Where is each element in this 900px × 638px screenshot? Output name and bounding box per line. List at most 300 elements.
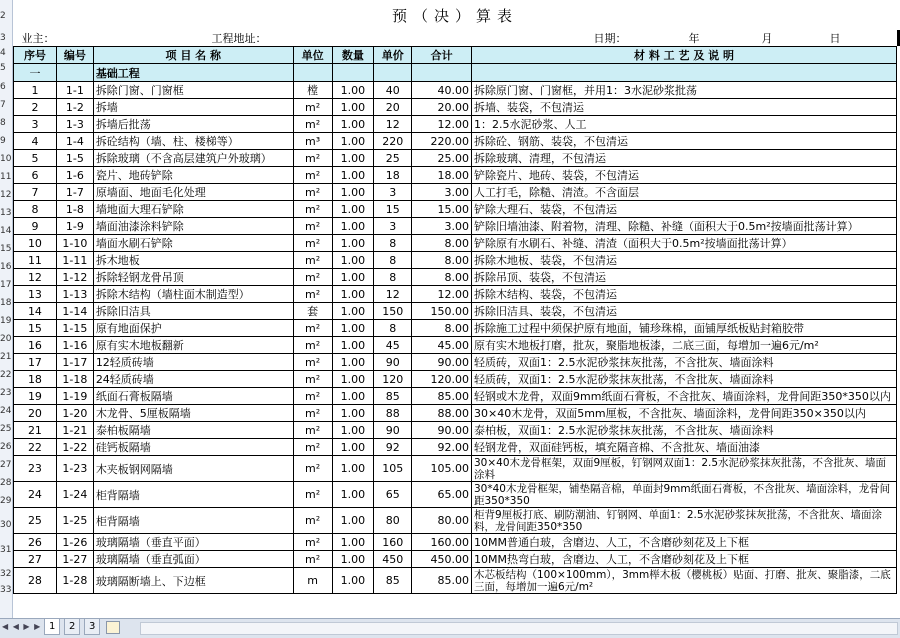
row-number[interactable]: 12 (0, 190, 12, 200)
qty-cell[interactable]: 1.00 (332, 218, 374, 235)
desc-cell[interactable]: 拆除吊顶、装袋，不包清运 (471, 269, 896, 286)
table-row[interactable] (14, 568, 897, 594)
price-cell[interactable]: 8 (374, 252, 412, 269)
name-cell[interactable]: 木夹板钢网隔墙 (93, 456, 293, 482)
seq-cell[interactable]: 26 (14, 534, 57, 551)
price-cell[interactable]: 45 (374, 337, 412, 354)
total-cell[interactable]: 12.00 (412, 116, 472, 133)
name-cell[interactable]: 原有实木地板翻新 (93, 337, 293, 354)
qty-cell[interactable]: 1.00 (332, 422, 374, 439)
table-row[interactable] (14, 235, 897, 252)
code-cell[interactable]: 1-5 (56, 150, 93, 167)
total-cell[interactable]: 88.00 (412, 405, 472, 422)
row-number[interactable]: 9 (0, 136, 6, 146)
qty-cell[interactable]: 1.00 (332, 99, 374, 116)
seq-cell[interactable]: 28 (14, 568, 57, 594)
unit-cell[interactable]: 樘 (293, 82, 332, 99)
price-cell[interactable]: 90 (374, 354, 412, 371)
price-cell[interactable]: 120 (374, 371, 412, 388)
total-cell[interactable]: 220.00 (412, 133, 472, 150)
unit-cell[interactable]: m² (293, 184, 332, 201)
desc-cell[interactable]: 柜背9厘板打底、刷防潮油、钉钢网、单面1：2.5水泥砂浆抹灰批荡，不含批灰、墙面涂料，龙骨间距350*350 (471, 508, 896, 534)
total-cell[interactable]: 150.00 (412, 303, 472, 320)
row-number[interactable]: 14 (0, 226, 12, 236)
qty-cell[interactable]: 1.00 (332, 482, 374, 508)
seq-cell[interactable]: 25 (14, 508, 57, 534)
table-row[interactable] (14, 456, 897, 482)
name-cell[interactable]: 拆除木结构（墙柱面木制造型） (93, 286, 293, 303)
price-cell[interactable]: 220 (374, 133, 412, 150)
code-cell[interactable]: 1-13 (56, 286, 93, 303)
seq-cell[interactable]: 10 (14, 235, 57, 252)
unit-cell[interactable]: m² (293, 405, 332, 422)
total-cell[interactable]: 90.00 (412, 354, 472, 371)
price-cell[interactable]: 65 (374, 482, 412, 508)
desc-cell[interactable]: 1：2.5水泥砂浆、人工 (471, 116, 896, 133)
insert-sheet-icon[interactable] (106, 621, 120, 634)
table-row[interactable] (14, 116, 897, 133)
qty-cell[interactable]: 1.00 (332, 568, 374, 594)
code-cell[interactable]: 1-23 (56, 456, 93, 482)
seq-cell[interactable]: 15 (14, 320, 57, 337)
table-row[interactable] (14, 371, 897, 388)
code-cell[interactable]: 1-3 (56, 116, 93, 133)
table-row[interactable] (14, 354, 897, 371)
table-row[interactable] (14, 388, 897, 405)
name-cell[interactable]: 拆木地板 (93, 252, 293, 269)
seq-cell[interactable]: 11 (14, 252, 57, 269)
desc-cell[interactable]: 铲除大理石、装袋，不包清运 (471, 201, 896, 218)
row-number[interactable]: 20 (0, 334, 12, 344)
qty-cell[interactable]: 1.00 (332, 82, 374, 99)
table-row[interactable] (14, 133, 897, 150)
total-cell[interactable]: 25.00 (412, 150, 472, 167)
code-cell[interactable]: 1-16 (56, 337, 93, 354)
desc-cell[interactable]: 10MM普通白玻，含磨边、人工，不含磨砂刻花及上下框 (471, 534, 896, 551)
unit-cell[interactable]: m² (293, 201, 332, 218)
seq-cell[interactable]: 22 (14, 439, 57, 456)
price-cell[interactable]: 450 (374, 551, 412, 568)
table-row[interactable] (14, 286, 897, 303)
name-cell[interactable]: 拆墙 (93, 99, 293, 116)
unit-cell[interactable]: m² (293, 456, 332, 482)
price-cell[interactable]: 92 (374, 439, 412, 456)
code-cell[interactable]: 1-9 (56, 218, 93, 235)
code-cell[interactable]: 1-8 (56, 201, 93, 218)
unit-cell[interactable]: m² (293, 235, 332, 252)
row-number[interactable]: 2 (0, 11, 6, 21)
seq-cell[interactable]: 17 (14, 354, 57, 371)
seq-cell[interactable]: 1 (14, 82, 57, 99)
desc-cell[interactable]: 拆除木地板、装袋，不包清运 (471, 252, 896, 269)
seq-cell[interactable]: 13 (14, 286, 57, 303)
table-row[interactable] (14, 218, 897, 235)
table-row[interactable] (14, 150, 897, 167)
table-row[interactable] (14, 439, 897, 456)
total-cell[interactable]: 8.00 (412, 235, 472, 252)
unit-cell[interactable]: m³ (293, 133, 332, 150)
total-cell[interactable]: 8.00 (412, 320, 472, 337)
total-cell[interactable]: 120.00 (412, 371, 472, 388)
row-number[interactable]: 30 (0, 520, 12, 530)
unit-cell[interactable]: m² (293, 482, 332, 508)
desc-cell[interactable]: 拆除木结构、装袋，不包清运 (471, 286, 896, 303)
table-row[interactable] (14, 303, 897, 320)
qty-cell[interactable]: 1.00 (332, 235, 374, 252)
name-cell[interactable]: 墙面水刷石铲除 (93, 235, 293, 252)
qty-cell[interactable]: 1.00 (332, 201, 374, 218)
unit-cell[interactable]: m² (293, 167, 332, 184)
code-cell[interactable]: 1-4 (56, 133, 93, 150)
desc-cell[interactable]: 30*40木龙骨框架，铺垫隔音棉，单面封9mm纸面石膏板，不含批灰、墙面涂料，龙骨间距350*350 (471, 482, 896, 508)
total-cell[interactable]: 3.00 (412, 218, 472, 235)
code-cell[interactable]: 1-14 (56, 303, 93, 320)
table-row[interactable] (14, 422, 897, 439)
price-cell[interactable]: 3 (374, 218, 412, 235)
unit-cell[interactable]: m² (293, 99, 332, 116)
desc-cell[interactable]: 30×40木龙骨框架，双面9厘板，钉钢网双面1：2.5水泥砂浆抹灰批荡，不含批灰、墙面涂料 (471, 456, 896, 482)
code-cell[interactable]: 1-2 (56, 99, 93, 116)
desc-cell[interactable]: 轻钢龙骨，双面硅钙板，填充隔音棉、不含批灰、墙面油漆 (471, 439, 896, 456)
table-row[interactable] (14, 320, 897, 337)
price-cell[interactable]: 40 (374, 82, 412, 99)
name-cell[interactable]: 拆砼结构（墙、柱、楼梯等） (93, 133, 293, 150)
tab-sheet-3[interactable]: 3 (84, 619, 100, 635)
row-number[interactable]: 23 (0, 388, 12, 398)
table-row[interactable] (14, 167, 897, 184)
row-number[interactable]: 10 (0, 154, 12, 164)
price-cell[interactable]: 105 (374, 456, 412, 482)
unit-cell[interactable]: m² (293, 508, 332, 534)
name-cell[interactable]: 12轻质砖墙 (93, 354, 293, 371)
total-cell[interactable]: 8.00 (412, 252, 472, 269)
qty-cell[interactable]: 1.00 (332, 388, 374, 405)
qty-cell[interactable]: 1.00 (332, 133, 374, 150)
estimate-table[interactable] (13, 0, 897, 594)
unit-cell[interactable]: m² (293, 534, 332, 551)
name-cell[interactable]: 原有地面保护 (93, 320, 293, 337)
code-cell[interactable]: 1-26 (56, 534, 93, 551)
row-number[interactable]: 19 (0, 316, 12, 326)
desc-cell[interactable]: 拆除玻璃、清理，不包清运 (471, 150, 896, 167)
seq-cell[interactable]: 18 (14, 371, 57, 388)
price-cell[interactable]: 85 (374, 388, 412, 405)
qty-cell[interactable]: 1.00 (332, 508, 374, 534)
unit-cell[interactable]: m² (293, 371, 332, 388)
table-row[interactable] (14, 508, 897, 534)
seq-cell[interactable]: 8 (14, 201, 57, 218)
price-cell[interactable]: 8 (374, 235, 412, 252)
total-cell[interactable]: 90.00 (412, 422, 472, 439)
price-cell[interactable]: 8 (374, 320, 412, 337)
qty-cell[interactable]: 1.00 (332, 150, 374, 167)
desc-cell[interactable]: 原有实木地板打磨，批灰，聚脂地板漆，二底三面，每增加一遍6元/m² (471, 337, 896, 354)
name-cell[interactable]: 玻璃隔断墙上、下边框 (93, 568, 293, 594)
code-cell[interactable]: 1-18 (56, 371, 93, 388)
name-cell[interactable]: 拆除玻璃（不含高层建筑户外玻璃） (93, 150, 293, 167)
qty-cell[interactable]: 1.00 (332, 184, 374, 201)
code-cell[interactable]: 1-20 (56, 405, 93, 422)
seq-cell[interactable]: 12 (14, 269, 57, 286)
total-cell[interactable]: 40.00 (412, 82, 472, 99)
row-number[interactable]: 8 (0, 118, 6, 128)
desc-cell[interactable]: 铲除原有水刷石、补缝、清渣（面积大于0.5m²按墙面批荡计算） (471, 235, 896, 252)
unit-cell[interactable]: m² (293, 422, 332, 439)
row-number[interactable]: 22 (0, 370, 12, 380)
code-cell[interactable]: 1-7 (56, 184, 93, 201)
total-cell[interactable]: 65.00 (412, 482, 472, 508)
price-cell[interactable]: 88 (374, 405, 412, 422)
page-title: 预（决）算表 (391, 6, 518, 25)
desc-cell[interactable]: 人工打毛，除糙、清渣。不含面层 (471, 184, 896, 201)
seq-cell[interactable]: 16 (14, 337, 57, 354)
desc-cell[interactable]: 轻钢或木龙骨，双面9mm纸面石膏板，不含批灰、墙面涂料，龙骨间距350*350以内 (471, 388, 896, 405)
unit-cell[interactable]: m² (293, 551, 332, 568)
name-cell[interactable]: 墙面油漆涂料铲除 (93, 218, 293, 235)
price-cell[interactable]: 12 (374, 286, 412, 303)
desc-cell[interactable]: 拆墙、装袋，不包清运 (471, 99, 896, 116)
price-cell[interactable]: 8 (374, 269, 412, 286)
code-cell[interactable]: 1-28 (56, 568, 93, 594)
table-row[interactable] (14, 252, 897, 269)
month-label: 月 (761, 32, 773, 45)
name-cell[interactable]: 玻璃隔墙（垂直弧面） (93, 551, 293, 568)
seq-cell[interactable]: 21 (14, 422, 57, 439)
desc-cell[interactable]: 铲除旧墙油漆、附着物，清理、除糙、补缝（面积大于0.5m²按墙面批荡计算） (471, 218, 896, 235)
desc-cell[interactable]: 泰柏板，双面1：2.5水泥砂浆抹灰批荡，不含批灰、墙面涂料 (471, 422, 896, 439)
seq-cell[interactable]: 24 (14, 482, 57, 508)
total-cell[interactable]: 92.00 (412, 439, 472, 456)
code-cell[interactable]: 1-10 (56, 235, 93, 252)
price-cell[interactable]: 90 (374, 422, 412, 439)
qty-cell[interactable]: 1.00 (332, 405, 374, 422)
row-number[interactable]: 33 (0, 585, 12, 595)
total-cell[interactable]: 20.00 (412, 99, 472, 116)
total-cell[interactable]: 12.00 (412, 286, 472, 303)
tab-scroll-buttons[interactable]: ◀ ◀ ▶ ▶ (2, 622, 42, 631)
unit-cell[interactable]: m² (293, 388, 332, 405)
name-cell[interactable]: 原墙面、地面毛化处理 (93, 184, 293, 201)
seq-cell[interactable]: 19 (14, 388, 57, 405)
unit-cell[interactable]: m² (293, 286, 332, 303)
name-cell[interactable]: 墙地面大理石铲除 (93, 201, 293, 218)
total-cell[interactable]: 18.00 (412, 167, 472, 184)
price-cell[interactable]: 15 (374, 201, 412, 218)
unit-cell[interactable]: m² (293, 337, 332, 354)
seq-cell[interactable]: 5 (14, 150, 57, 167)
code-cell[interactable]: 1-6 (56, 167, 93, 184)
name-cell[interactable]: 纸面石膏板隔墙 (93, 388, 293, 405)
row-number[interactable]: 4 (0, 48, 6, 58)
row-number[interactable]: 11 (0, 172, 12, 182)
total-cell[interactable]: 80.00 (412, 508, 472, 534)
seq-cell[interactable]: 9 (14, 218, 57, 235)
unit-cell[interactable]: m² (293, 354, 332, 371)
qty-cell[interactable]: 1.00 (332, 456, 374, 482)
row-number[interactable]: 13 (0, 208, 12, 218)
price-cell[interactable]: 80 (374, 508, 412, 534)
row-number[interactable]: 26 (0, 442, 12, 452)
name-cell[interactable]: 柜背隔墙 (93, 482, 293, 508)
seq-cell[interactable]: 14 (14, 303, 57, 320)
seq-cell[interactable]: 23 (14, 456, 57, 482)
price-cell[interactable]: 150 (374, 303, 412, 320)
desc-cell[interactable]: 铲除瓷片、地砖、装袋，不包清运 (471, 167, 896, 184)
table-row[interactable] (14, 82, 897, 99)
price-cell[interactable]: 20 (374, 99, 412, 116)
table-row[interactable] (14, 482, 897, 508)
name-cell[interactable]: 24轻质砖墙 (93, 371, 293, 388)
desc-cell[interactable]: 木芯板结构（100×100mm），3mm榉木板（樱桃板）贴面、打磨、批灰、聚脂漆，二底三面，每增加一遍6元/m² (471, 568, 896, 594)
total-cell[interactable]: 15.00 (412, 201, 472, 218)
unit-cell[interactable]: 套 (293, 303, 332, 320)
row-number[interactable]: 7 (0, 100, 6, 110)
sheet-tab-bar (0, 618, 900, 638)
table-row[interactable] (14, 99, 897, 116)
total-cell[interactable]: 45.00 (412, 337, 472, 354)
name-cell[interactable]: 柜背隔墙 (93, 508, 293, 534)
unit-cell[interactable]: m² (293, 150, 332, 167)
seq-cell[interactable]: 7 (14, 184, 57, 201)
row-number[interactable]: 28 (0, 478, 12, 488)
qty-cell[interactable]: 1.00 (332, 551, 374, 568)
address-label: 工程地址： (211, 32, 267, 45)
row-number[interactable]: 21 (0, 352, 12, 362)
row-number[interactable]: 6 (0, 82, 6, 92)
name-cell[interactable]: 拆除门窗、门窗框 (93, 82, 293, 99)
code-cell[interactable]: 1-22 (56, 439, 93, 456)
unit-cell[interactable]: m (293, 568, 332, 594)
row-number[interactable]: 27 (0, 460, 12, 470)
code-cell[interactable]: 1-17 (56, 354, 93, 371)
price-cell[interactable]: 25 (374, 150, 412, 167)
row-number[interactable]: 16 (0, 262, 12, 272)
table-row[interactable] (14, 184, 897, 201)
qty-cell[interactable]: 1.00 (332, 116, 374, 133)
table-row[interactable] (14, 405, 897, 422)
name-cell[interactable]: 拆墙后批荡 (93, 116, 293, 133)
header-price: 单价 (374, 47, 412, 64)
price-cell[interactable]: 160 (374, 534, 412, 551)
price-cell[interactable]: 12 (374, 116, 412, 133)
qty-cell[interactable]: 1.00 (332, 303, 374, 320)
row-number[interactable]: 3 (0, 33, 6, 43)
row-number[interactable]: 5 (0, 63, 6, 73)
qty-cell[interactable]: 1.00 (332, 354, 374, 371)
header-desc: 材 料 工 艺 及 说 明 (471, 47, 896, 64)
table-row[interactable] (14, 269, 897, 286)
seq-cell[interactable]: 4 (14, 133, 57, 150)
total-cell[interactable]: 3.00 (412, 184, 472, 201)
unit-cell[interactable]: m² (293, 252, 332, 269)
code-cell[interactable]: 1-25 (56, 508, 93, 534)
name-cell[interactable]: 硅钙板隔墙 (93, 439, 293, 456)
name-cell[interactable]: 拆除轻钢龙骨吊顶 (93, 269, 293, 286)
row-number[interactable]: 32 (0, 569, 12, 579)
name-cell[interactable]: 拆除旧洁具 (93, 303, 293, 320)
total-cell[interactable]: 8.00 (412, 269, 472, 286)
unit-cell[interactable]: m² (293, 116, 332, 133)
date-label: 日期： (593, 32, 627, 45)
total-cell[interactable]: 85.00 (412, 388, 472, 405)
qty-cell[interactable]: 1.00 (332, 439, 374, 456)
seq-cell[interactable]: 3 (14, 116, 57, 133)
total-cell[interactable]: 160.00 (412, 534, 472, 551)
desc-cell[interactable]: 拆除施工过程中须保护原有地面，铺珍珠棉，面铺厚纸板贴封箱胶带 (471, 320, 896, 337)
qty-cell[interactable]: 1.00 (332, 252, 374, 269)
qty-cell[interactable]: 1.00 (332, 286, 374, 303)
qty-cell[interactable]: 1.00 (332, 371, 374, 388)
qty-cell[interactable]: 1.00 (332, 167, 374, 184)
code-cell[interactable]: 1-1 (56, 82, 93, 99)
desc-cell[interactable]: 拆除原门窗、门窗框，并用1：3水泥砂浆批荡 (471, 82, 896, 99)
total-cell[interactable]: 450.00 (412, 551, 472, 568)
total-cell[interactable]: 105.00 (412, 456, 472, 482)
code-cell[interactable]: 1-12 (56, 269, 93, 286)
table-row[interactable] (14, 551, 897, 568)
seq-cell[interactable]: 27 (14, 551, 57, 568)
code-cell[interactable]: 1-15 (56, 320, 93, 337)
row-number[interactable]: 18 (0, 298, 12, 308)
price-cell[interactable]: 3 (374, 184, 412, 201)
unit-cell[interactable]: m² (293, 218, 332, 235)
row-number[interactable]: 17 (0, 280, 12, 290)
price-cell[interactable]: 85 (374, 568, 412, 594)
row-number[interactable]: 15 (0, 244, 12, 254)
qty-cell[interactable]: 1.00 (332, 337, 374, 354)
table-row[interactable] (14, 201, 897, 218)
unit-cell[interactable]: m² (293, 320, 332, 337)
horizontal-scrollbar[interactable] (140, 622, 898, 635)
row-number[interactable]: 24 (0, 406, 12, 416)
code-cell[interactable]: 1-19 (56, 388, 93, 405)
price-cell[interactable]: 18 (374, 167, 412, 184)
table-row[interactable] (14, 337, 897, 354)
total-cell[interactable]: 85.00 (412, 568, 472, 594)
name-cell[interactable]: 泰柏板隔墙 (93, 422, 293, 439)
seq-cell[interactable]: 2 (14, 99, 57, 116)
code-cell[interactable]: 1-21 (56, 422, 93, 439)
desc-cell[interactable]: 轻质砖，双面1：2.5水泥砂浆抹灰批荡，不含批灰、墙面涂料 (471, 354, 896, 371)
table-row[interactable] (14, 534, 897, 551)
unit-cell[interactable]: m² (293, 269, 332, 286)
row-number[interactable]: 31 (0, 545, 12, 555)
code-cell[interactable]: 1-27 (56, 551, 93, 568)
qty-cell[interactable]: 1.00 (332, 320, 374, 337)
desc-cell[interactable]: 10MM热弯白玻，含磨边、人工，不含磨砂刻花及上下框 (471, 551, 896, 568)
header-row (14, 47, 897, 64)
day-label: 日 (829, 32, 841, 45)
seq-cell[interactable]: 6 (14, 167, 57, 184)
code-cell[interactable]: 1-24 (56, 482, 93, 508)
qty-cell[interactable]: 1.00 (332, 534, 374, 551)
tab-sheet-1[interactable]: 1 (44, 619, 60, 635)
desc-cell[interactable]: 拆除旧洁具、装袋，不包清运 (471, 303, 896, 320)
name-cell[interactable]: 瓷片、地砖铲除 (93, 167, 293, 184)
seq-cell[interactable]: 20 (14, 405, 57, 422)
qty-cell[interactable]: 1.00 (332, 269, 374, 286)
row-number[interactable]: 25 (0, 424, 12, 434)
desc-cell[interactable]: 轻质砖，双面1：2.5水泥砂浆抹灰批荡，不含批灰、墙面涂料 (471, 371, 896, 388)
tab-sheet-2[interactable]: 2 (64, 619, 80, 635)
desc-cell[interactable]: 30×40木龙骨，双面5mm厘板，不含批灰、墙面涂料，龙骨间距350×350以内 (471, 405, 896, 422)
code-cell[interactable]: 1-11 (56, 252, 93, 269)
unit-cell[interactable]: m² (293, 439, 332, 456)
name-cell[interactable]: 玻璃隔墙（垂直平面） (93, 534, 293, 551)
row-number[interactable]: 29 (0, 496, 12, 506)
name-cell[interactable]: 木龙骨、5厘板隔墙 (93, 405, 293, 422)
desc-cell[interactable]: 拆除砼、钢筋、装袋，不包清运 (471, 133, 896, 150)
